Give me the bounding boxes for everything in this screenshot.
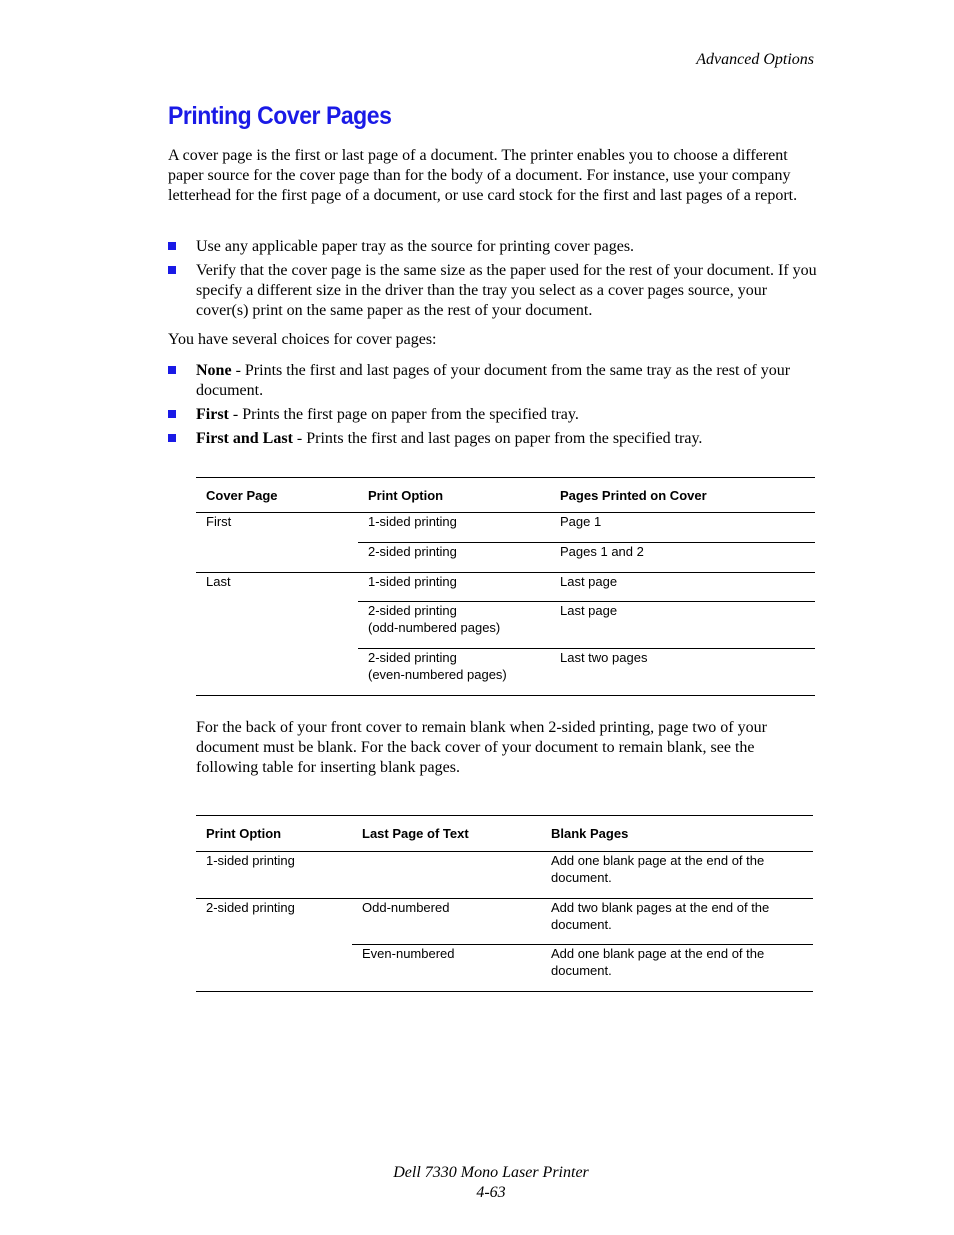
table-cell — [196, 649, 358, 696]
table-row — [196, 649, 815, 696]
table-cell: Page 1 — [558, 513, 815, 543]
table-cell: Last — [206, 574, 231, 589]
table-cell — [196, 945, 352, 992]
square-bullet-icon — [168, 242, 176, 250]
table-row — [196, 573, 815, 602]
table-cell: 2-sided printing — [206, 900, 295, 915]
table-cell: 2-sided printing — [358, 543, 558, 573]
choice-text: - Prints the first page on paper from the specified tray. — [228, 406, 579, 423]
square-bullet-icon — [168, 266, 176, 274]
choice-term: First and Last — [196, 430, 293, 447]
cover-choices-list — [168, 361, 808, 453]
list-item: Verify that the cover page is the same size as the paper used for the rest of your document. If you specify a different size in the driver than the tray you select as a cover pages source, your cover(s) print on the same paper as the rest of your document. — [168, 261, 818, 321]
running-header: Advanced Options — [696, 51, 814, 68]
page-title: Printing Cover Pages — [168, 102, 392, 130]
table-cell: Add one blank page at the end of the document. — [542, 852, 813, 899]
table-cell: 1-sided printing — [358, 573, 558, 602]
square-bullet-icon — [168, 366, 176, 374]
square-bullet-icon — [168, 410, 176, 418]
choice-term: None — [196, 362, 232, 379]
choices-lead: You have several choices for cover pages: — [168, 331, 437, 348]
table-row — [196, 543, 815, 573]
table-header-row — [196, 816, 813, 852]
table-cell: Pages 1 and 2 — [558, 543, 815, 573]
list-item — [168, 405, 808, 425]
table-cell — [196, 543, 358, 573]
column-header: Cover Page — [196, 478, 358, 513]
table-row — [196, 945, 813, 992]
table-cell: Add one blank page at the end of the document. — [542, 945, 813, 992]
list-item — [168, 361, 808, 401]
table-cell: First — [206, 514, 232, 529]
table-header-row — [196, 478, 815, 513]
column-header: Blank Pages — [542, 816, 813, 852]
choice-text: - Prints the first and last pages of your document from the same tray as the rest of your document. — [196, 362, 791, 399]
table-row — [196, 513, 815, 543]
table-cell — [352, 852, 542, 899]
list-item: Use any applicable paper tray as the source for printing cover pages. — [168, 237, 818, 257]
intro-paragraph: A cover page is the first or last page of a document. The printer enables you to choose a different paper source for the cover page than for the body of a document. For instance, use your company letterhead for the first page of a document, or use card stock for the first and last pages of a report. — [168, 147, 798, 204]
table-row — [196, 899, 813, 945]
column-header: Last Page of Text — [352, 816, 542, 852]
table-cell: Odd-numbered — [352, 899, 542, 945]
cover-pages-table — [196, 477, 815, 696]
table-cell: Even-numbered — [352, 945, 542, 992]
page-number: 4-63 — [476, 1184, 506, 1201]
table-row — [196, 852, 813, 899]
table-cell: 1-sided printing — [196, 852, 352, 899]
table-cell: 1-sided printing — [358, 513, 558, 543]
square-bullet-icon — [168, 434, 176, 442]
blank-pages-paragraph: For the back of your front cover to remain blank when 2-sided printing, page two of your document must be blank. For the back cover of your document to remain blank, see the following table for inserting blank pages. — [196, 719, 767, 776]
table-row — [196, 602, 815, 649]
column-header: Print Option — [196, 816, 352, 852]
page-footer — [0, 1163, 954, 1203]
table-cell: 2-sided printing (even-numbered pages) — [358, 649, 558, 696]
table-cell: Last page — [558, 602, 815, 649]
choice-text: - Prints the first and last pages on paper from the specified tray. — [292, 430, 703, 447]
blank-pages-table — [196, 815, 813, 992]
choice-term: First — [196, 406, 229, 423]
table-cell: Last page — [558, 573, 815, 602]
cover-page-tips-list — [168, 237, 818, 325]
column-header: Pages Printed on Cover — [558, 478, 815, 513]
table-cell — [196, 602, 358, 649]
table-cell: Add two blank pages at the end of the document. — [542, 899, 813, 945]
table-cell: 2-sided printing (odd-numbered pages) — [358, 602, 558, 649]
footer-product: Dell 7330 Mono Laser Printer — [393, 1164, 589, 1181]
column-header: Print Option — [358, 478, 558, 513]
table-cell: Last two pages — [558, 649, 815, 696]
list-item — [168, 429, 808, 449]
